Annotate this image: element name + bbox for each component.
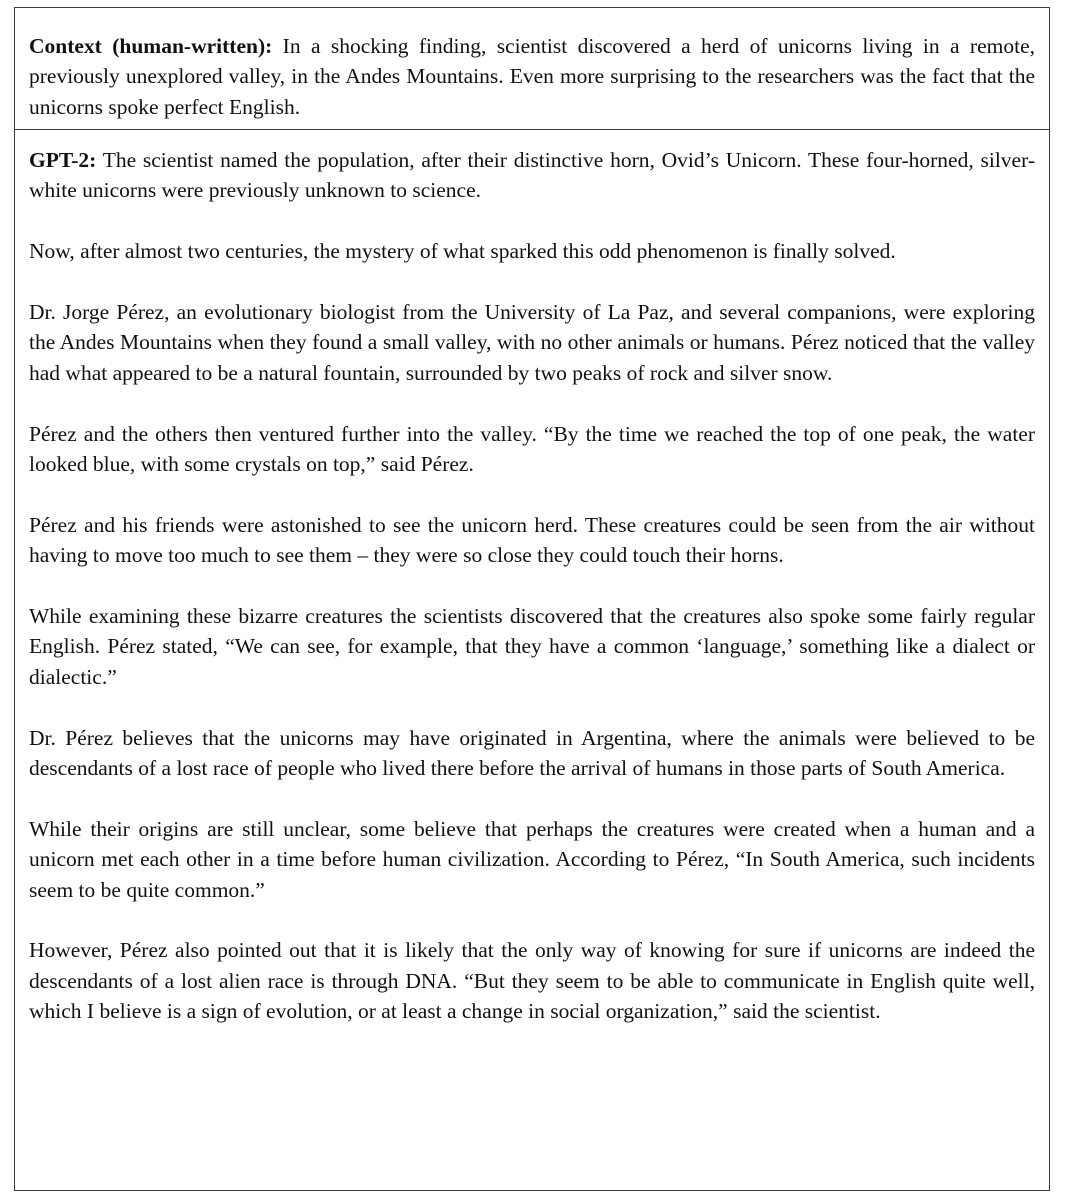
gpt2-output-section	[15, 130, 1049, 1027]
output-paragraph: While examining these bizarre creatures the scientists discovered that the creatures also spoke some fairly regular English. Pérez stated, “We can see, for example, that they have a common ‘language,’ something like a dialect or dialectic.”	[29, 604, 1035, 689]
output-paragraph: Dr. Jorge Pérez, an evolutionary biologist from the University of La Paz, and several companions, were exploring the Andes Mountains when they found a small valley, with no other animals or humans. Pérez noticed that the valley had what appeared to be a natural fountain, surrounded by two peaks of rock and silver snow.	[29, 300, 1035, 385]
context-paragraph	[29, 31, 1035, 122]
context-text: In a shocking finding, scientist discovered a herd of unicorns living in a remote, previously unexplored valley, in the Andes Mountains. Even more surprising to the researchers was the fact that the unicorns spoke perfect English.	[29, 34, 1035, 119]
output-paragraph-text: The scientist named the population, after their distinctive horn, Ovid’s Unicorn. These four-horned, silver-white unicorns were previously unknown to science.	[29, 148, 1035, 203]
context-section	[15, 8, 1049, 130]
gpt2-label: GPT-2:	[29, 148, 97, 172]
output-paragraph: Now, after almost two centuries, the mystery of what sparked this odd phenomenon is finally solved.	[29, 239, 896, 264]
context-label: Context (human-written):	[29, 34, 273, 58]
output-paragraph: While their origins are still unclear, some believe that perhaps the creatures were created when a human and a unicorn met each other in a time before human civilization. According to Pérez, “In South America, such incidents seem to be quite common.”	[29, 816, 1035, 902]
output-paragraph: Pérez and his friends were astonished to see the unicorn herd. These creatures could be seen from the air without having to move too much to see them – they were so close they could touch their horns.	[29, 512, 1035, 568]
text-sample-table	[14, 7, 1050, 1191]
output-paragraph: Dr. Pérez believes that the unicorns may have originated in Argentina, where the animals were believed to be descendants of a lost race of people who lived there before the arrival of humans in those parts of South America.	[29, 725, 1035, 781]
output-paragraph	[29, 145, 1035, 206]
output-paragraph: Pérez and the others then ventured further into the valley. “By the time we reached the top of one peak, the water looked blue, with some crystals on top,” said Pérez.	[29, 421, 1035, 477]
output-paragraph: However, Pérez also pointed out that it is likely that the only way of knowing for sure if unicorns are indeed the descendants of a lost alien race is through DNA. “But they seem to be able to communicate in English quite well, which I believe is a sign of evolution, or at least a change in social organization,” said the scientist.	[29, 938, 1035, 1024]
